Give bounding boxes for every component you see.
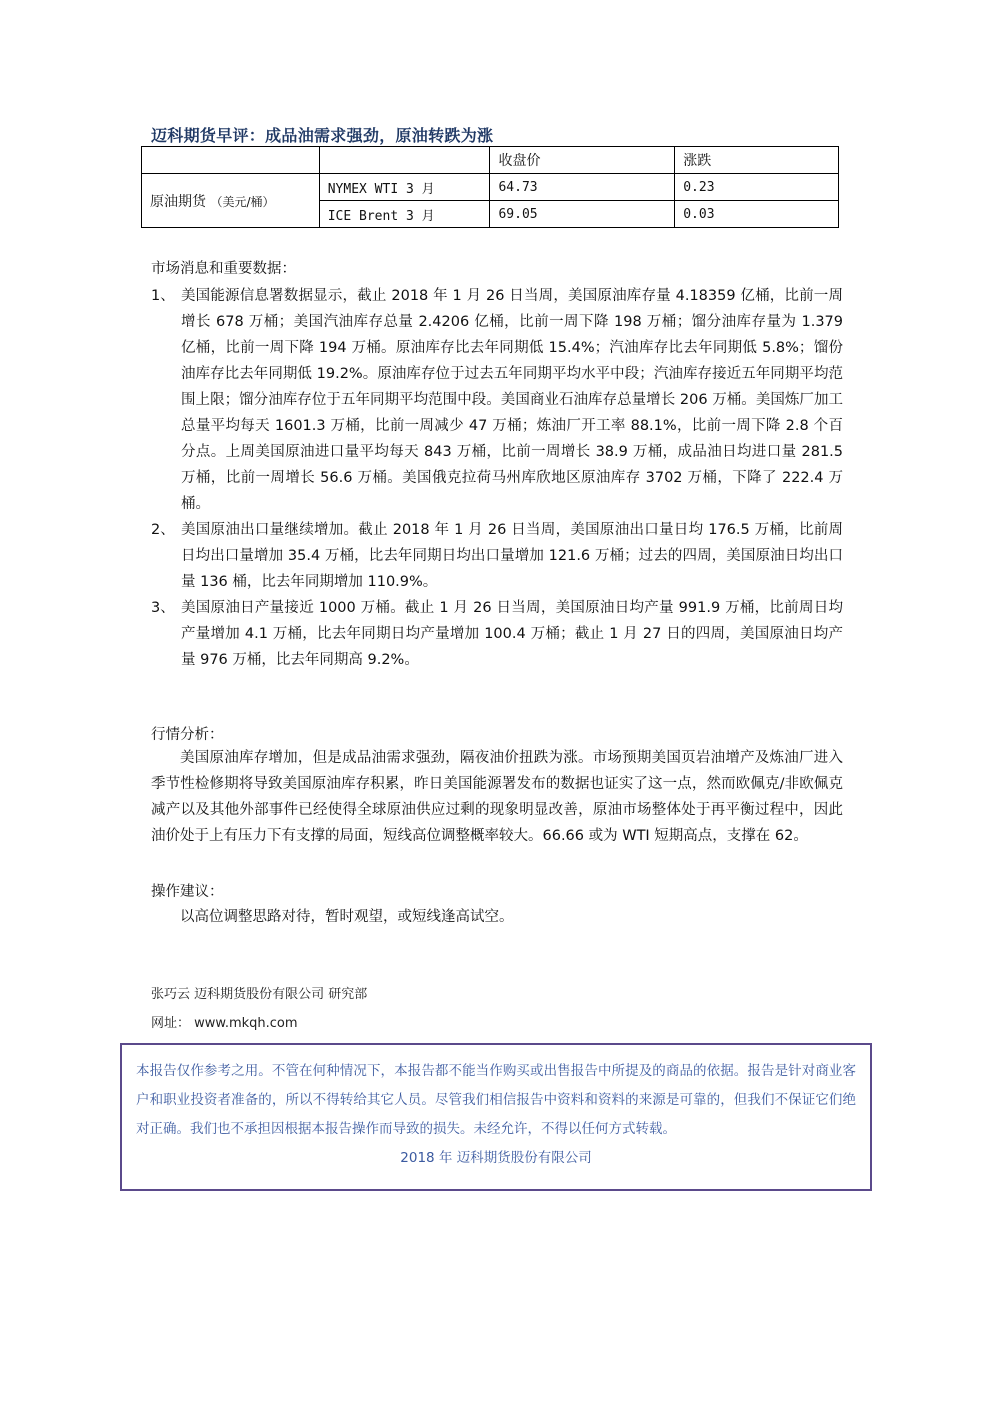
list-item-text: 美国原油出口量继续增加。截止 2018 年 1 月 26 日当周，美国原油出口量日均 176.5 万桶，比前周日均出口量增加 35.4 万桶，比去年同期日均出口量增加 121.6 万桶；过去的四周，美国原油日均出口量 136 桶，比去年同期增加 110.9%。 (181, 522, 843, 590)
list-item-number: 1、 (151, 288, 175, 304)
category-cell (142, 174, 320, 228)
category-unit: （美元/桶） (210, 194, 275, 209)
contract-cell: NYMEX WTI 3 月 (319, 174, 490, 201)
list-item-text: 美国原油日产量接近 1000 万桶。截止 1 月 26 日当周，美国原油日均产量 991.9 万桶，比前周日均产量增加 4.1 万桶，比去年同期日均产量增加 100.4 万桶；截止 1 月 27 日的四周，美国原油日均产量 976 万桶，比去年同期高 9.2%。 (181, 600, 843, 668)
close-price-cell: 64.73 (490, 174, 675, 201)
header-close-price: 收盘价 (490, 147, 675, 174)
list-item-number: 3、 (151, 600, 175, 616)
news-list (151, 283, 843, 673)
close-price-cell: 69.05 (490, 201, 675, 228)
header-cell (319, 147, 490, 174)
website-line: 网址： www.mkqh.com (151, 1016, 298, 1031)
analysis-text: 美国原油库存增加，但是成品油需求强劲，隔夜油价扭跌为涨。市场预期美国页岩油增产及炼油厂进入季节性检修期将导致美国原油库存积累，昨日美国能源署发布的数据也证实了这一点，然而欧佩克/非欧佩克减产以及其他外部事件已经使得全球原油供应过剩的现象明显改善，原油市场整体处于再平衡过程中，因此油价处于上有压力下有支撑的局面，短线高位调整概率较大。66.66 或为 WTI 短期高点，支撑在 62。 (151, 750, 843, 844)
category-label: 原油期货 (150, 193, 206, 210)
change-cell: 0.23 (675, 174, 839, 201)
advice-heading: 操作建议： (151, 884, 224, 900)
change-cell: 0.03 (675, 201, 839, 228)
copyright-line: 2018 年 迈科期货股份有限公司 (400, 1150, 592, 1166)
list-item (151, 283, 843, 517)
table-header-row (142, 147, 839, 174)
list-item (151, 595, 843, 673)
author-line: 张巧云 迈科期货股份有限公司 研究部 (151, 987, 368, 1002)
list-item (151, 517, 843, 595)
analysis-heading: 行情分析： (151, 727, 224, 743)
header-cell (142, 147, 320, 174)
header-change: 涨跌 (675, 147, 839, 174)
disclaimer-text: 本报告仅作参考之用。不管在何种情况下，本报告都不能当作购买或出售报告中所提及的商品的依据。报告是针对商业客户和职业投资者准备的，所以不得转给其它人员。尽管我们相信报告中资料和资料的来源是可靠的，但我们不保证它们绝对正确。我们也不承担因根据本报告操作而导致的损失。未经允许，不得以任何方式转载。 (136, 1063, 856, 1137)
contract-cell: ICE Brent 3 月 (319, 201, 490, 228)
price-table (141, 146, 839, 228)
list-item-number: 2、 (151, 522, 175, 538)
list-item-text: 美国能源信息署数据显示，截止 2018 年 1 月 26 日当周，美国原油库存量 4.18359 亿桶，比前一周增长 678 万桶；美国汽油库存总量 2.4206 亿桶，比前一周下降 198 万桶；馏分油库存量为 1.379 亿桶，比前一周下降 194 万桶。原油库存比去年同期低 15.4%；汽油库存比去年同期低 5.8%；馏份油库存比去年同期低 19.2%。原油库存位于过去五年同期平均水平中段；汽油库存接近五年同期平均范围上限；馏分油库存位于五年同期平均范围中段。美国商业石油库存总量增长 206 万桶。美国炼厂加工总量平均每天 1601.3 万桶，比前一周减少 47 万桶；炼油厂开工率 88.1%，比前一周下降 2.8 个百分点。上周美国原油进口量平均每天 843 万桶，比前一周增长 38.9 万桶，成品油日均进口量 281.5 万桶，比前一周增长 56.6 万桶。美国俄克拉荷马州库欣地区原油库存 3702 万桶，下降了 222.4 万桶。 (181, 288, 843, 512)
table-row (142, 174, 839, 201)
advice-text: 以高位调整思路对待，暂时观望，或短线逢高试空。 (180, 909, 514, 925)
news-heading: 市场消息和重要数据： (151, 261, 296, 277)
disclaimer-box (120, 1043, 872, 1191)
report-title: 迈科期货早评：成品油需求强劲，原油转跌为涨 (151, 126, 494, 145)
